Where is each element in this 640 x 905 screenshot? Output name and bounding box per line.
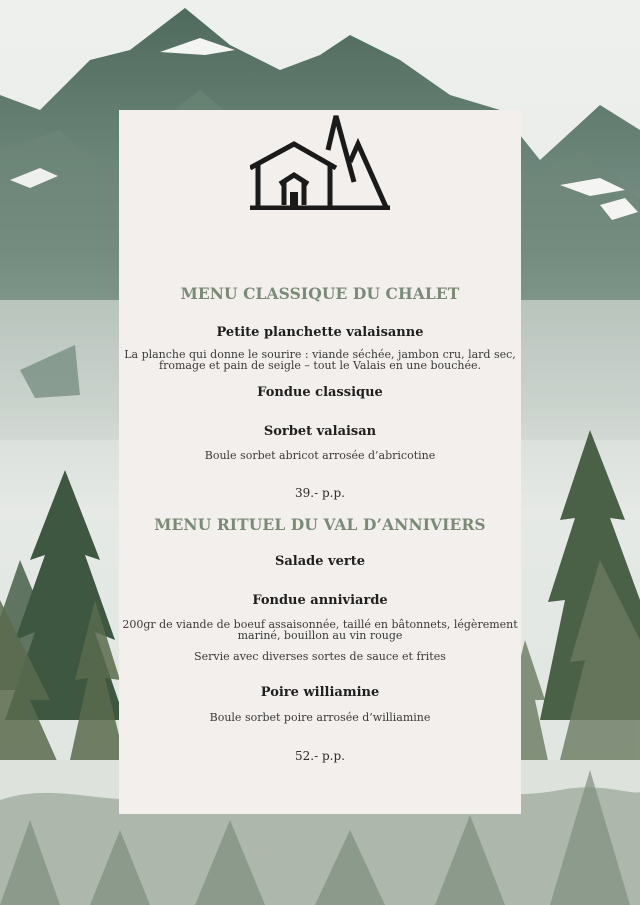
dish-salade-verte: Salade verte: [274, 554, 365, 569]
dish-poire-williamine-desc: Boule sorbet poire arrosée d’williamine: [209, 711, 431, 724]
dish-planchette-desc-2: fromage et pain de seigle – tout le Valais en une bouchée.: [159, 359, 481, 372]
menu-rituel-price: 52.- p.p.: [295, 749, 345, 763]
dish-fondue-anniviarde: Fondue anniviarde: [252, 593, 388, 608]
dish-sorbet-valaisan: Sorbet valaisan: [263, 424, 377, 439]
dish-fondue-anniviarde-desc-3: Servie avec diverses sortes de sauce et frites: [194, 650, 446, 663]
menu-card: [119, 110, 521, 814]
dish-sorbet-valaisan-desc: Boule sorbet abricot arrosée d’abricotine: [204, 449, 436, 462]
chalet-mountain-icon: [250, 114, 390, 210]
dish-poire-williamine: Poire williamine: [260, 685, 380, 700]
menu-classique-price: 39.- p.p.: [295, 486, 345, 500]
menu-classique-title: MENU CLASSIQUE DU CHALET: [180, 284, 460, 303]
dish-fondue-anniviarde-desc-1: 200gr de viande de boeuf assaisonnée, taillé en bâtonnets, légèrement: [122, 618, 518, 631]
dish-planchette: Petite planchette valaisanne: [216, 325, 424, 340]
menu-rituel-title: MENU RITUEL DU VAL D’ANNIVIERS: [154, 515, 486, 534]
dish-fondue-anniviarde-desc-2: mariné, bouillon au vin rouge: [237, 629, 403, 642]
dish-fondue-classique: Fondue classique: [257, 385, 383, 400]
dish-planchette-desc-1: La planche qui donne le sourire : viande séchée, jambon cru, lard sec,: [124, 348, 516, 361]
